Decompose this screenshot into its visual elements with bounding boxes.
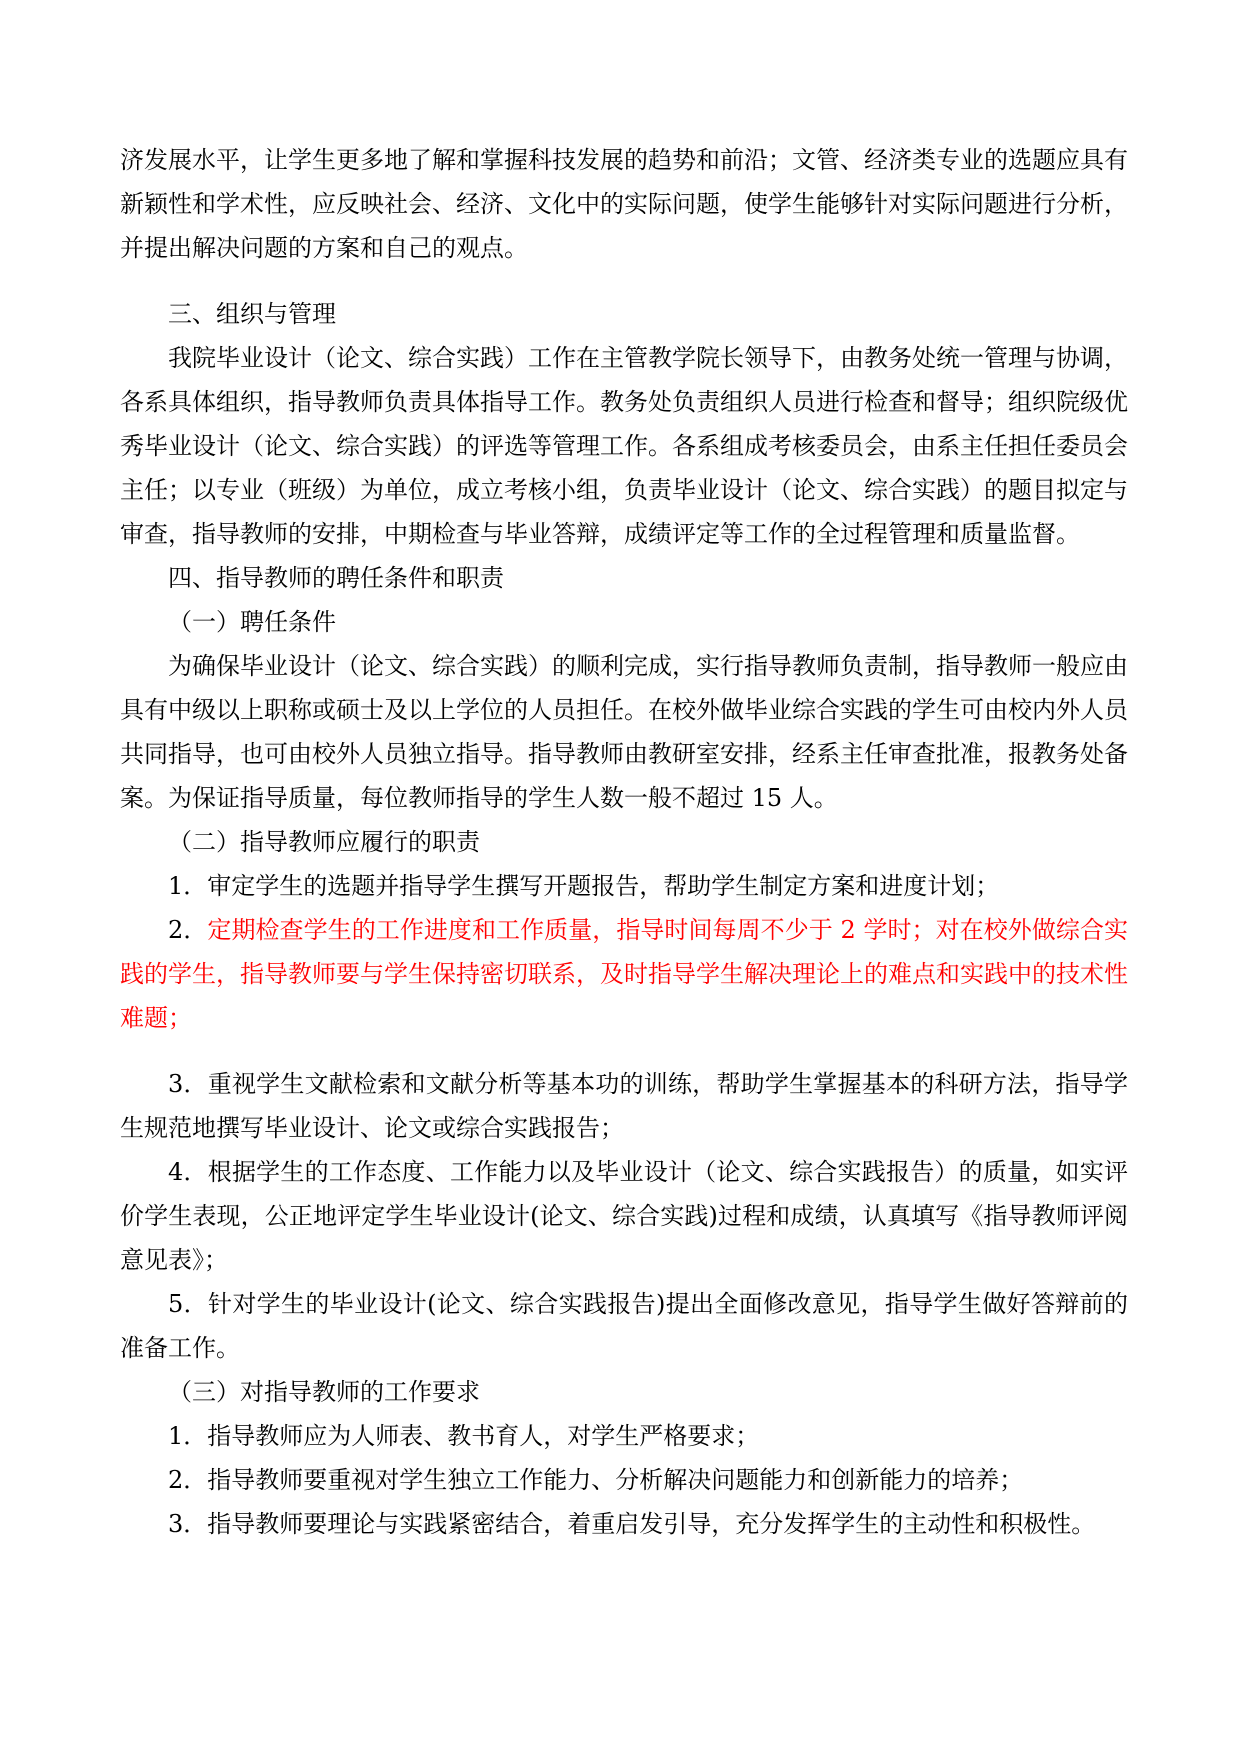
requirement-item-1: 1．指导教师应为人师表、教书育人，对学生严格要求； (168, 1422, 760, 1450)
paragraph-conditions: 为确保毕业设计（论文、综合实践）的顺利完成，实行指导教师负责制，指导教师一般应由具有中级以上职称或硕士及以上学位的人员担任。在校外做毕业综合实践的学生可由校内外人员共同指导，也可由校外人员独立指导。指导教师由教研室安排，经系主任审查批准，报教务处备案。为保证指导质量，每位教师指导的学生人数一般不超过 15 人。 (120, 652, 1128, 812)
paragraph-organization: 我院毕业设计（论文、综合实践）工作在主管教学院长领导下，由教务处统一管理与协调， 各系具体组织，指导教师负责具体指导工作。教务处负责组织人员进行检查和督导；组织院级优秀毕业设计（论文、综合实践）的评选等管理工作。各系组成考核委员会，由系主任担任委员会主任；以专业（班级）为单位，成立考核小组，负责毕业设计（论文、综合实践）的题目拟定与审查，指导教师的安排，中期检查与毕业答辩，成绩评定等工作的全过程管理和质量监督。 (120, 344, 1128, 548)
subsection-heading-conditions: （一）聘任条件 (168, 608, 336, 636)
document-page (120, 138, 1128, 1546)
duty-item-1: 1．审定学生的选题并指导学生撰写开题报告，帮助学生制定方案和进度计划； (168, 872, 1000, 900)
subsection-heading-duties: （二）指导教师应履行的职责 (168, 828, 480, 856)
paragraph-continuation: 济发展水平，让学生更多地了解和掌握科技发展的趋势和前沿；文管、经济类专业的选题应具有新颖性和学术性，应反映社会、经济、文化中的实际问题，使学生能够针对实际问题进行分析，并提出解决问题的方案和自己的观点。 (120, 146, 1128, 262)
subsection-heading-requirements: （三）对指导教师的工作要求 (168, 1378, 480, 1406)
duty-item-2 (120, 908, 1128, 1040)
requirement-item-2: 2．指导教师要重视对学生独立工作能力、分析解决问题能力和创新能力的培养； (168, 1466, 1024, 1494)
duty-item-2-highlight: 定期检查学生的工作进度和工作质量，指导时间每周不少于 2 学时；对在校外做综合实践的学生，指导教师要与学生保持密切联系，及时指导学生解决理论上的难点和实践中的技术性难题； (120, 916, 1128, 1032)
duty-item-3: 3．重视学生文献检索和文献分析等基本功的训练，帮助学生掌握基本的科研方法，指导学生规范地撰写毕业设计、论文或综合实践报告； (120, 1070, 1128, 1142)
section-heading-organization: 三、组织与管理 (168, 300, 336, 328)
duty-item-5: 5．针对学生的毕业设计(论文、综合实践报告)提出全面修改意见，指导学生做好答辩前的准备工作。 (120, 1290, 1128, 1362)
duty-item-4: 4．根据学生的工作态度、工作能力以及毕业设计（论文、综合实践报告）的质量，如实评价学生表现，公正地评定学生毕业设计(论文、综合实践)过程和成绩，认真填写《指导教师评阅意见表》； (120, 1158, 1128, 1274)
section-heading-advisor: 四、指导教师的聘任条件和职责 (168, 564, 504, 592)
requirement-item-3: 3．指导教师要理论与实践紧密结合，着重启发引导，充分发挥学生的主动性和积极性。 (168, 1510, 1096, 1538)
duty-item-2-number: 2． (168, 916, 208, 944)
